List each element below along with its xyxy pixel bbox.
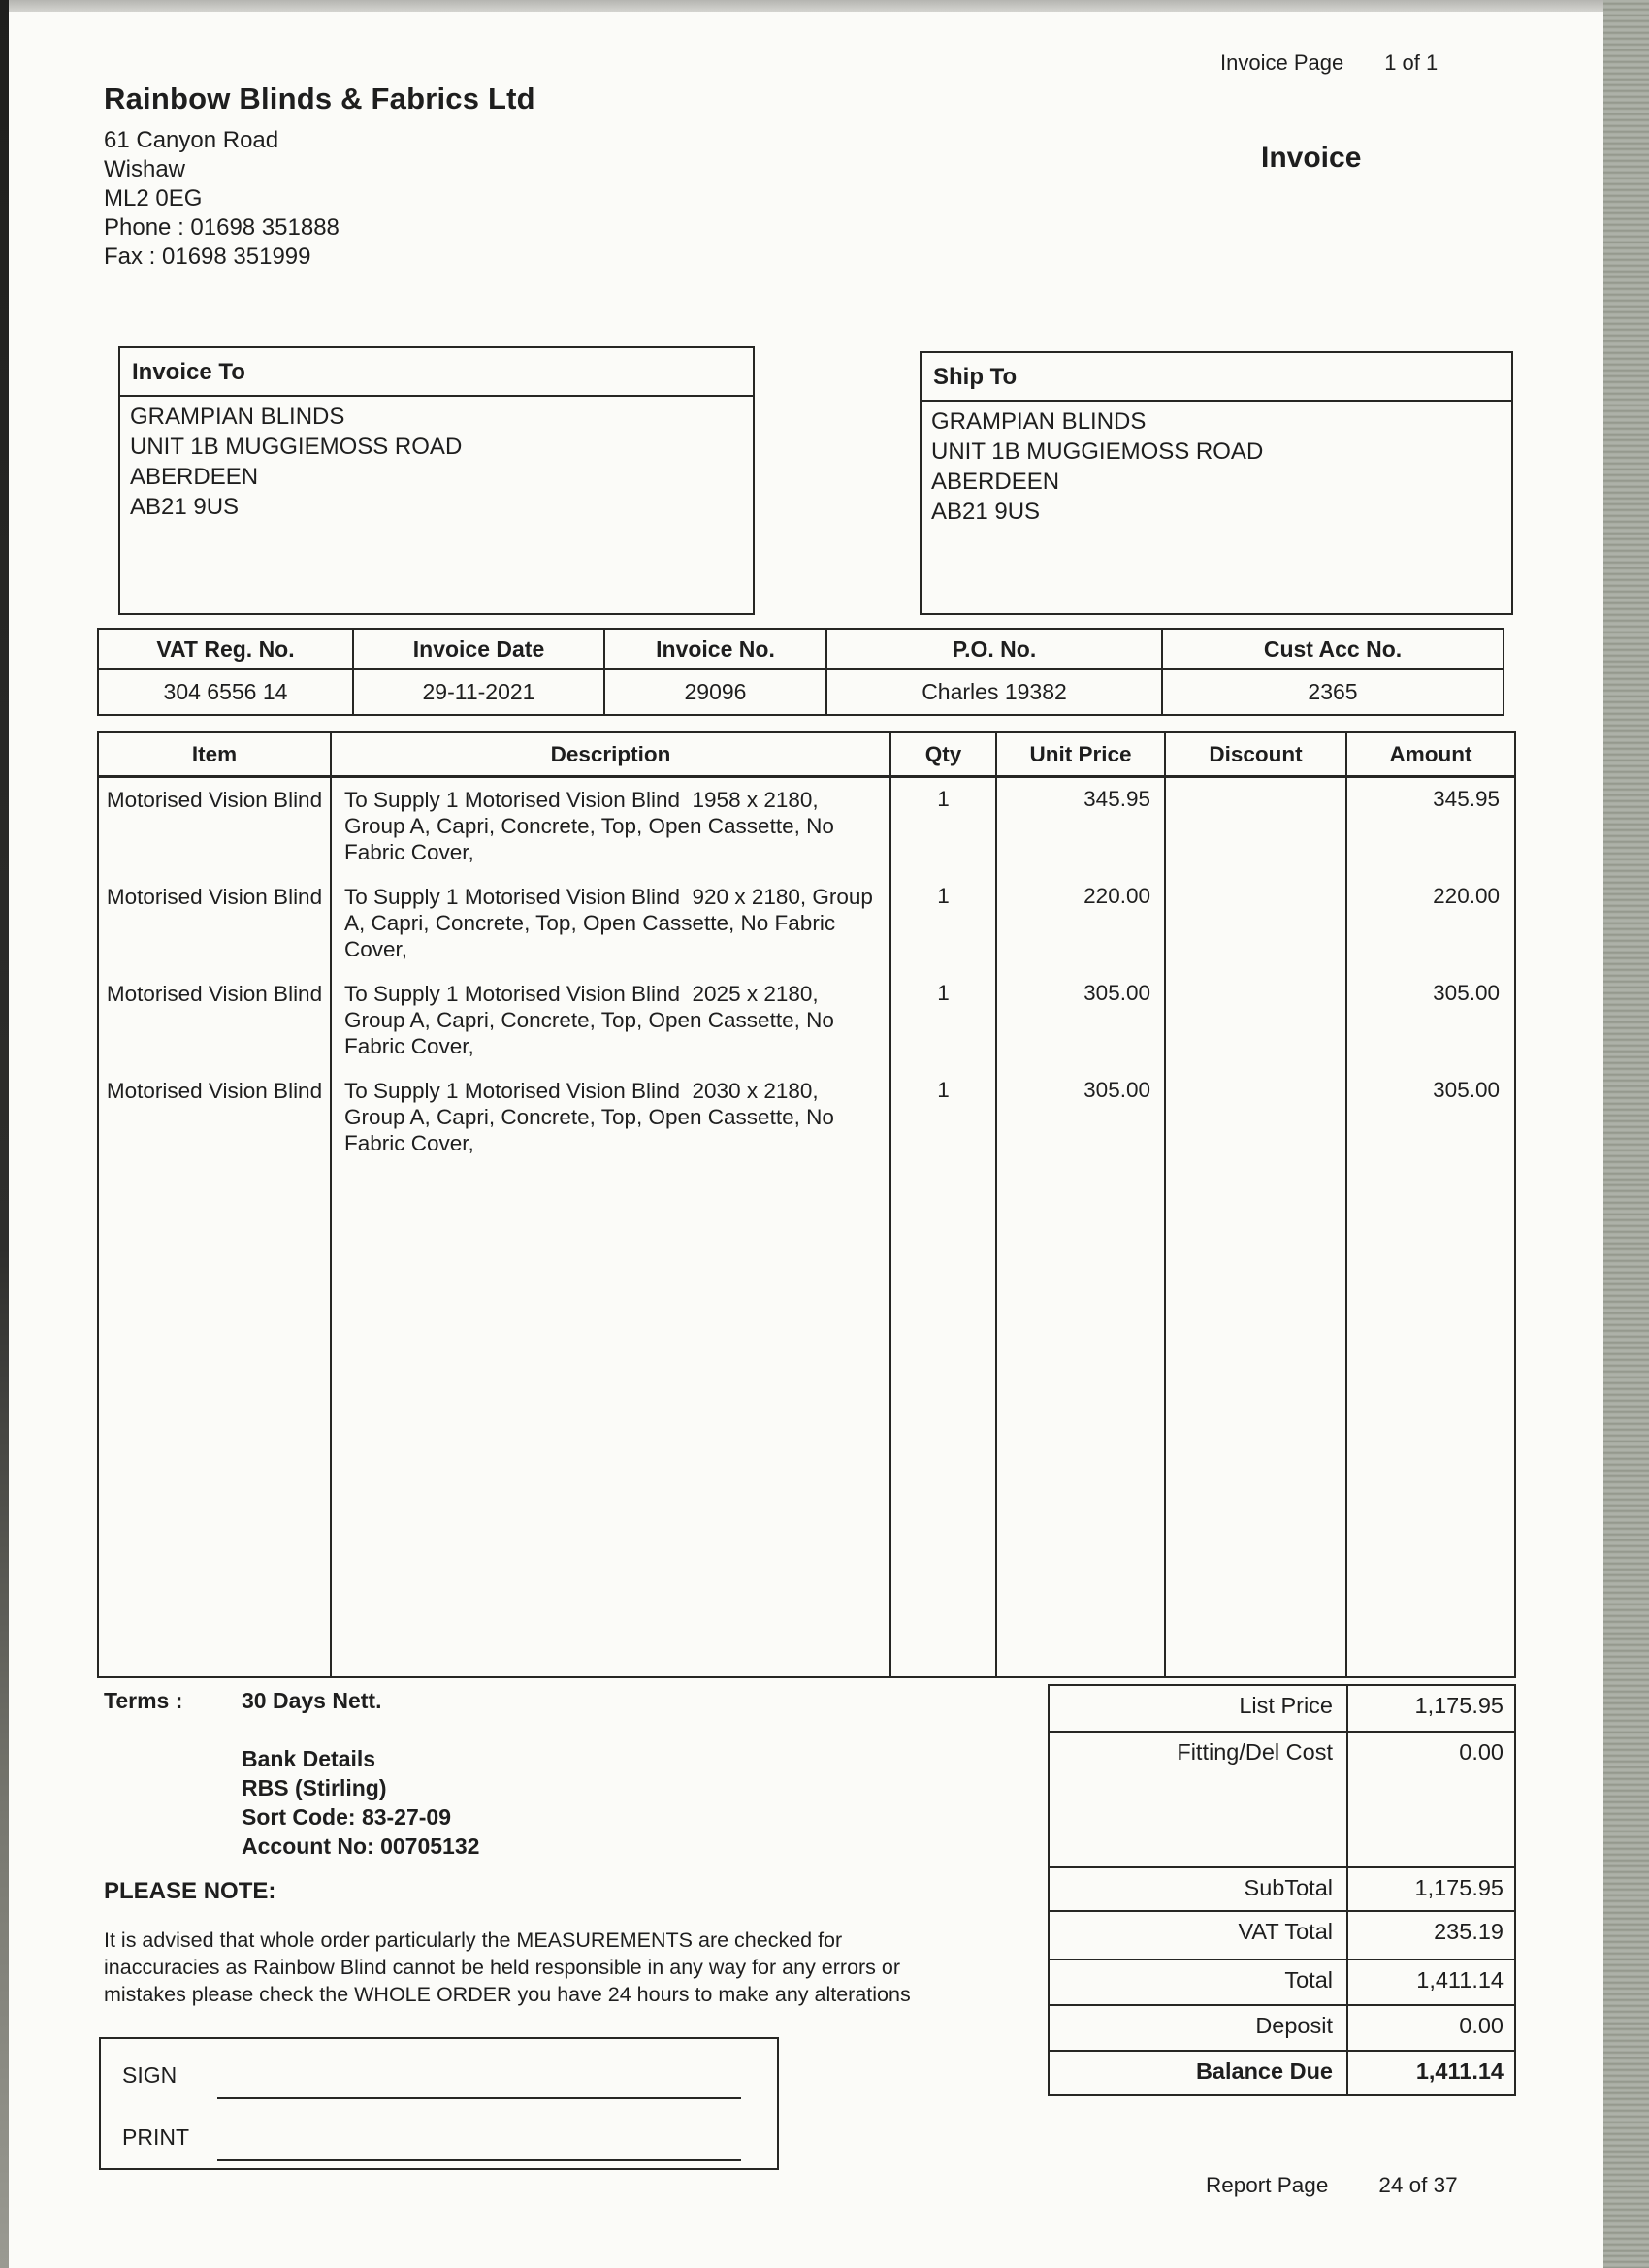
amount-column-header: Amount	[1347, 733, 1514, 778]
empty-cell	[1347, 1166, 1514, 1676]
fitting-cost-label: Fitting/Del Cost	[1050, 1733, 1348, 1866]
empty-cell	[891, 1166, 997, 1676]
empty-cell	[1166, 1166, 1347, 1676]
cust-acc-value: 2365	[1308, 679, 1358, 704]
discount-cell	[1166, 972, 1347, 1069]
print-label: PRINT	[122, 2124, 189, 2150]
bank-account-no: Account No: 00705132	[242, 1833, 480, 1859]
ship-to-label: Ship To	[922, 353, 1511, 402]
report-page-label: Report Page	[1206, 2173, 1329, 2197]
company-address	[104, 126, 535, 272]
description-column-header: Description	[332, 733, 891, 778]
totals-row-vat-total	[1050, 1912, 1514, 1960]
report-page-value: 24 of 37	[1378, 2173, 1458, 2197]
scan-edge-right	[1603, 0, 1649, 2268]
scan-edge-left	[0, 0, 9, 2268]
invoice-to-line: AB21 9US	[130, 494, 240, 520]
qty-column-header: Qty	[891, 733, 997, 778]
totals-row-total	[1050, 1960, 1514, 2006]
ship-to-line: AB21 9US	[931, 499, 1041, 525]
total-value: 1,411.14	[1416, 1967, 1504, 1993]
unit-price-cell: 220.00	[997, 875, 1166, 972]
invoice-page-indicator	[1220, 50, 1438, 76]
totals-row-balance-due	[1050, 2052, 1514, 2094]
list-price-value: 1,175.95	[1414, 1693, 1504, 1718]
line-items-table	[97, 731, 1516, 1678]
ship-to-box	[920, 351, 1513, 615]
description-cell: To Supply 1 Motorised Vision Blind 2025 x 2180, Group A, Capri, Concrete, Top, Open Cassette, No Fabric Cover,	[332, 972, 891, 1069]
balance-due-value: 1,411.14	[1415, 2058, 1504, 2084]
report-page-indicator	[1206, 2173, 1458, 2198]
qty-cell: 1	[891, 972, 997, 1069]
discount-cell	[1166, 875, 1347, 972]
scan-edge-top	[0, 0, 1649, 12]
invoice-to-line: UNIT 1B MUGGIEMOSS ROAD	[130, 434, 463, 460]
qty-cell: 1	[891, 778, 997, 875]
note-paragraph	[104, 1927, 911, 2008]
item-column-header: Item	[99, 733, 332, 778]
bank-details-heading: Bank Details	[242, 1746, 376, 1771]
item-cell: Motorised Vision Blind	[99, 972, 332, 1069]
po-no-value: Charles 19382	[827, 670, 1163, 714]
item-cell: Motorised Vision Blind	[99, 778, 332, 875]
bank-details	[242, 1744, 479, 1861]
discount-column-header: Discount	[1166, 733, 1347, 778]
vat-reg-header: VAT Reg. No.	[99, 630, 354, 670]
total-label: Total	[1050, 1960, 1348, 2004]
po-no-header: P.O. No.	[827, 630, 1163, 670]
ship-to-address	[922, 402, 1511, 532]
invoice-to-line: ABERDEEN	[130, 464, 259, 490]
company-address-line: Fax : 01698 351999	[104, 243, 311, 270]
invoice-page-label: Invoice Page	[1220, 50, 1344, 75]
note-line: inaccuracies as Rainbow Blind cannot be held responsible in any way for any errors or	[104, 1956, 901, 1979]
terms-value: 30 Days Nett.	[242, 1688, 382, 1713]
totals-row-fitting-cost	[1050, 1733, 1514, 1868]
empty-cell	[99, 1166, 332, 1676]
print-line	[217, 2159, 741, 2161]
amount-cell: 345.95	[1433, 787, 1500, 811]
vat-reg-value: 304 6556 14	[99, 670, 354, 714]
please-note-heading: PLEASE NOTE:	[104, 1878, 276, 1904]
note-line: It is advised that whole order particularly the MEASUREMENTS are checked for	[104, 1928, 843, 1952]
item-cell: Motorised Vision Blind	[99, 1069, 332, 1166]
invoice-no-value: 29096	[605, 670, 827, 714]
fitting-cost-value: 0.00	[1459, 1739, 1504, 1765]
note-line: mistakes please check the WHOLE ORDER you have 24 hours to make any alterations	[104, 1983, 911, 2006]
list-price-label: List Price	[1050, 1686, 1348, 1731]
discount-cell	[1166, 778, 1347, 875]
amount-cell: 305.00	[1433, 1078, 1500, 1102]
company-address-line: 61 Canyon Road	[104, 127, 279, 153]
discount-cell	[1166, 1069, 1347, 1166]
empty-cell	[332, 1166, 891, 1676]
invoice-to-address	[120, 397, 753, 527]
unit-price-cell: 305.00	[997, 1069, 1166, 1166]
qty-cell: 1	[891, 875, 997, 972]
totals-table	[1048, 1684, 1516, 2096]
invoice-page-value: 1 of 1	[1384, 50, 1439, 75]
description-cell: To Supply 1 Motorised Vision Blind 1958 x 2180, Group A, Capri, Concrete, Top, Open Cassette, No Fabric Cover,	[332, 778, 891, 875]
empty-cell	[997, 1166, 1166, 1676]
ship-to-line: ABERDEEN	[931, 469, 1060, 495]
signature-box	[99, 2037, 779, 2170]
company-header	[104, 81, 535, 272]
amount-cell: 220.00	[1433, 884, 1500, 908]
invoice-title: Invoice	[1261, 142, 1362, 174]
terms-label: Terms :	[104, 1688, 183, 1713]
totals-row-deposit	[1050, 2006, 1514, 2052]
balance-due-label: Balance Due	[1050, 2052, 1348, 2094]
invoice-to-label: Invoice To	[120, 348, 753, 397]
invoice-info-table	[97, 628, 1504, 716]
deposit-label: Deposit	[1050, 2006, 1348, 2050]
qty-cell: 1	[891, 1069, 997, 1166]
amount-cell: 305.00	[1433, 981, 1500, 1005]
invoice-no-header: Invoice No.	[605, 630, 827, 670]
company-address-line: ML2 0EG	[104, 185, 203, 211]
deposit-value: 0.00	[1459, 2013, 1504, 2038]
unit-price-cell: 305.00	[997, 972, 1166, 1069]
sign-line	[217, 2097, 741, 2099]
vat-total-label: VAT Total	[1050, 1912, 1348, 1959]
unit-price-column-header: Unit Price	[997, 733, 1166, 778]
vat-total-value: 235.19	[1434, 1919, 1504, 1944]
invoice-date-value: 29-11-2021	[354, 670, 605, 714]
totals-row-subtotal	[1050, 1868, 1514, 1912]
description-cell: To Supply 1 Motorised Vision Blind 2030 x 2180, Group A, Capri, Concrete, Top, Open Cassette, No Fabric Cover,	[332, 1069, 891, 1166]
item-cell: Motorised Vision Blind	[99, 875, 332, 972]
cust-acc-header: Cust Acc No.	[1163, 630, 1503, 670]
company-address-line: Wishaw	[104, 156, 186, 182]
company-name: Rainbow Blinds & Fabrics Ltd	[104, 81, 535, 115]
sign-label: SIGN	[122, 2062, 178, 2088]
invoice-date-header: Invoice Date	[354, 630, 605, 670]
unit-price-cell: 345.95	[997, 778, 1166, 875]
subtotal-value: 1,175.95	[1414, 1875, 1504, 1900]
ship-to-line: GRAMPIAN BLINDS	[931, 408, 1147, 435]
invoice-to-line: GRAMPIAN BLINDS	[130, 404, 345, 430]
bank-name: RBS (Stirling)	[242, 1775, 387, 1800]
totals-row-list-price	[1050, 1686, 1514, 1733]
subtotal-label: SubTotal	[1050, 1868, 1348, 1910]
company-address-line: Phone : 01698 351888	[104, 214, 340, 241]
description-cell: To Supply 1 Motorised Vision Blind 920 x 2180, Group A, Capri, Concrete, Top, Open Cassette, No Fabric Cover,	[332, 875, 891, 972]
ship-to-line: UNIT 1B MUGGIEMOSS ROAD	[931, 438, 1264, 465]
invoice-to-box	[118, 346, 755, 615]
bank-sort-code: Sort Code: 83-27-09	[242, 1804, 452, 1830]
